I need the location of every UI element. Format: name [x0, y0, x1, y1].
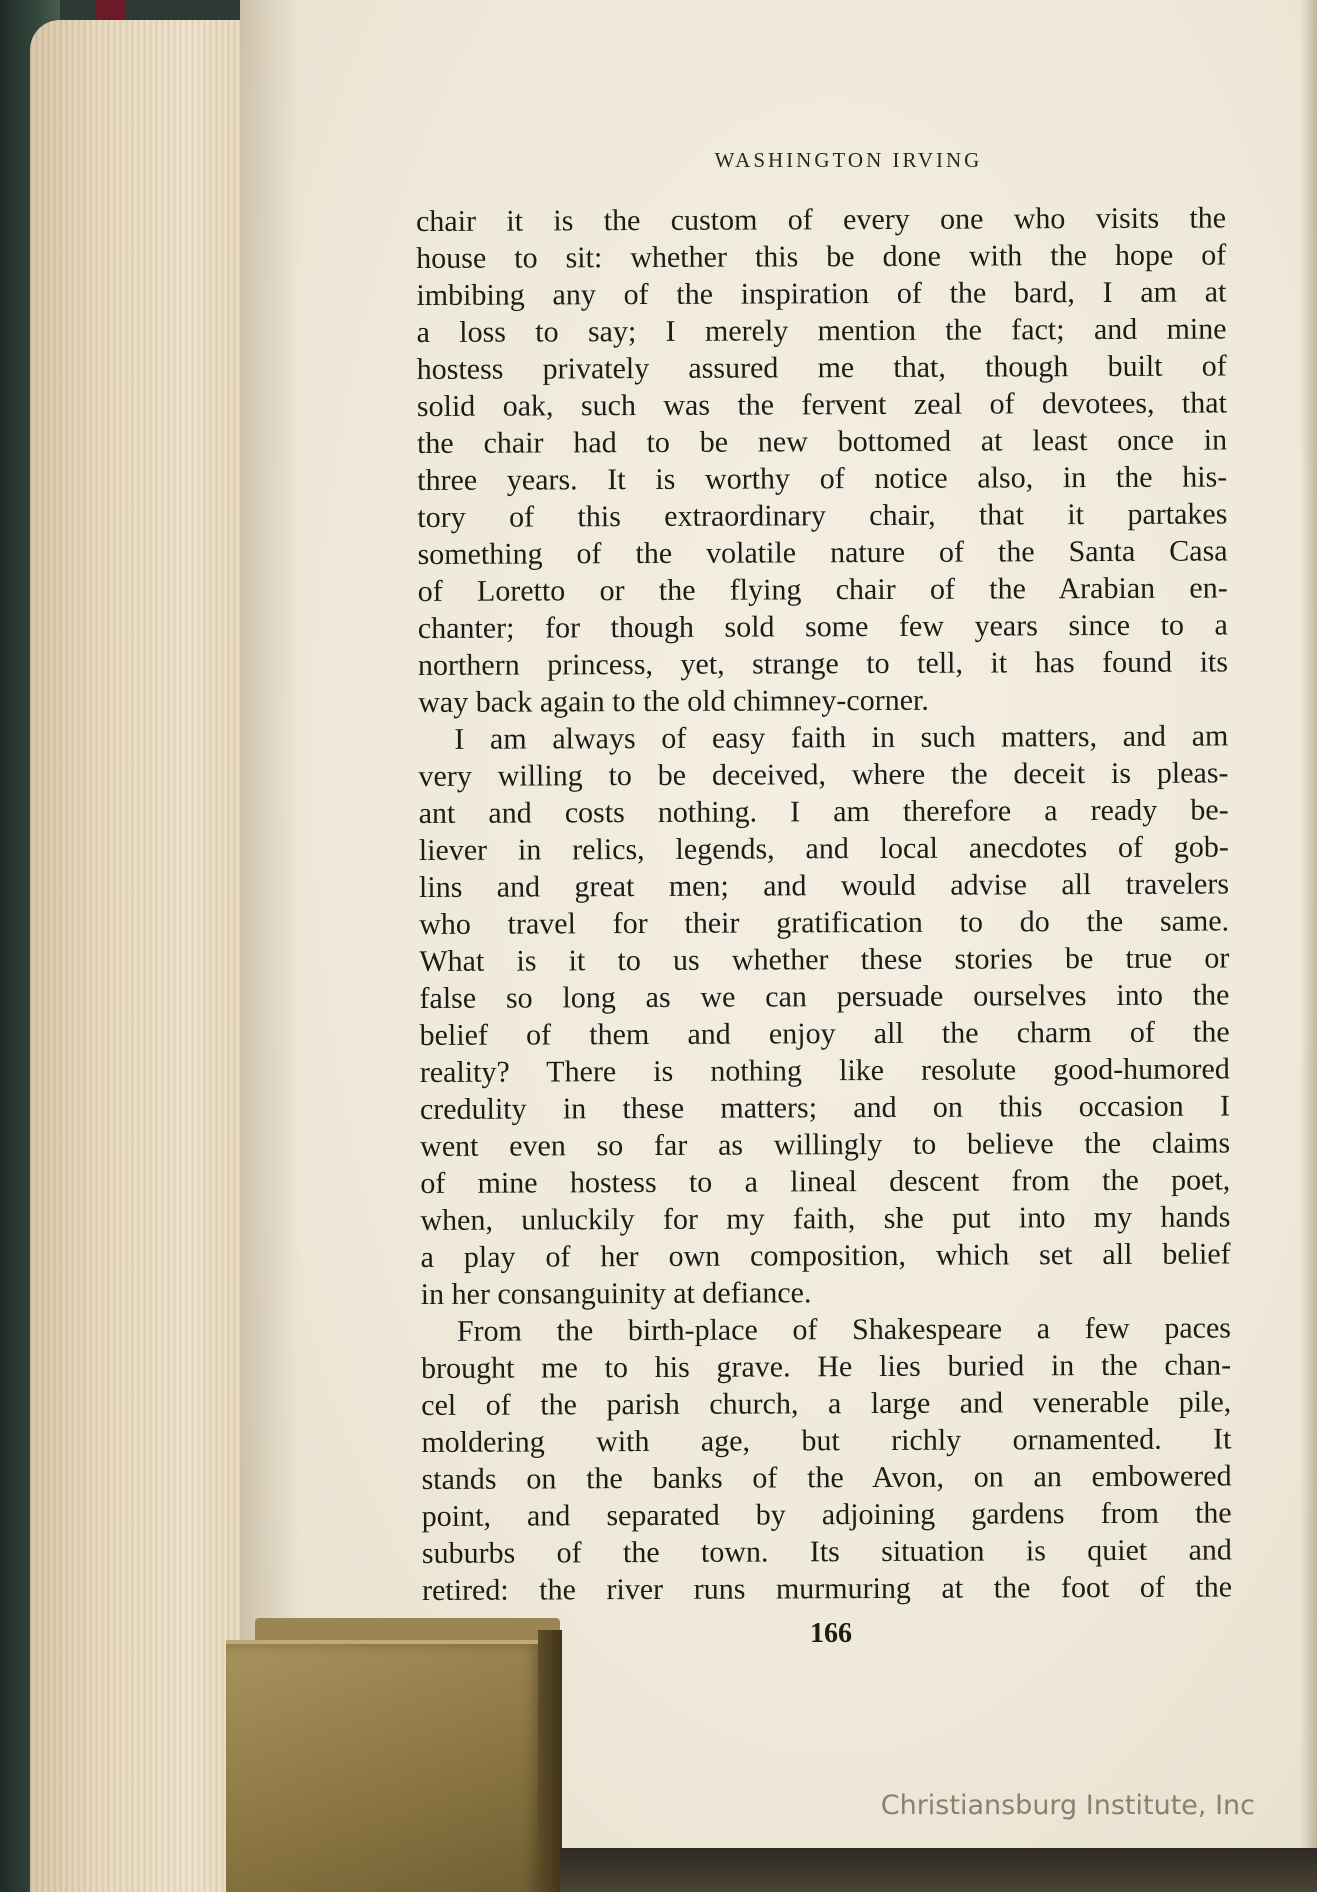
- text-line: solid oak, such was the fervent zeal of devotees, that: [416, 386, 1227, 423]
- text-line: What is it to us whether these stories be true or: [419, 941, 1230, 978]
- text-line: three years. It is worthy of notice also, in the his-: [417, 460, 1228, 497]
- metal-clip-side: [538, 1630, 562, 1892]
- page-number: 166: [810, 1618, 852, 1649]
- text-line: I am always of easy faith in such matters, and am: [454, 719, 1229, 756]
- text-line: retired: the river runs murmuring at the foot of the: [421, 1570, 1233, 1607]
- text-line: northern princess, yet, strange to tell, it has found its: [417, 645, 1229, 682]
- page-stack-edge: [30, 20, 260, 1892]
- text-line: moldering with age, but richly ornamented. It: [421, 1422, 1232, 1459]
- book-bottom-edge: [560, 1848, 1317, 1892]
- text-line: in her consanguinity at defiance.: [420, 1276, 812, 1311]
- text-line: who travel for their gratification to do the same.: [419, 904, 1230, 941]
- text-line: of Loretto or the flying chair of the Arabian en-: [417, 571, 1228, 608]
- text-line: chanter; for though sold some few years since to a: [417, 608, 1228, 645]
- text-line: hostess privately assured me that, though built of: [416, 349, 1227, 386]
- text-line: tory of this extraordinary chair, that it partakes: [417, 497, 1228, 534]
- text-line: credulity in these matters; and on this occasion I: [419, 1089, 1231, 1126]
- text-line: false so long as we can persuade ourselves into the: [419, 978, 1230, 1015]
- running-head: WASHINGTON IRVING: [714, 148, 983, 172]
- text-line: ant and costs nothing. I am therefore a ready be-: [418, 793, 1229, 830]
- text-line: brought me to his grave. He lies buried in the chan-: [421, 1348, 1232, 1385]
- text-line: chair it is the custom of every one who visits the: [416, 201, 1227, 238]
- text-line: a loss to say; I merely mention the fact; and mine: [416, 312, 1227, 349]
- gutter-shadow: [240, 0, 300, 1892]
- text-line: a play of her own composition, which set all belief: [420, 1237, 1231, 1274]
- text-line: reality? There is nothing like resolute good-humored: [419, 1052, 1230, 1089]
- text-line: imbibing any of the inspiration of the bard, I am at: [416, 275, 1227, 312]
- text-line: liever in relics, legends, and local anecdotes of gob-: [418, 830, 1229, 867]
- metal-clip-front: [226, 1640, 542, 1892]
- text-line: the chair had to be new bottomed at least once in: [416, 423, 1228, 460]
- text-line: suburbs of the town. Its situation is quiet and: [421, 1533, 1232, 1570]
- watermark: Christiansburg Institute, Inc: [880, 1790, 1255, 1821]
- text-line: point, and separated by adjoining gardens from the: [421, 1496, 1232, 1533]
- text-line: From the birth-place of Shakespeare a few paces: [456, 1311, 1231, 1348]
- text-line: house to sit: whether this be done with the hope of: [416, 238, 1227, 275]
- text-line: something of the volatile nature of the Santa Casa: [417, 534, 1228, 571]
- text-line: belief of them and enjoy all the charm of the: [419, 1015, 1230, 1052]
- text-line: very willing to be deceived, where the deceit is pleas-: [418, 756, 1229, 793]
- text-line: way back again to the old chimney-corner.: [418, 683, 929, 719]
- text-line: went even so far as willingly to believe the claims: [420, 1126, 1231, 1163]
- text-line: of mine hostess to a lineal descent from the poet,: [420, 1163, 1231, 1200]
- text-line: lins and great men; and would advise all travelers: [418, 867, 1230, 904]
- body-text: [416, 199, 1232, 1609]
- text-line: cel of the parish church, a large and venerable pile,: [421, 1385, 1232, 1422]
- text-line: stands on the banks of the Avon, on an embowered: [421, 1459, 1232, 1496]
- text-line: when, unluckily for my faith, she put into my hands: [420, 1200, 1231, 1237]
- page-right-edge: [1300, 0, 1317, 1892]
